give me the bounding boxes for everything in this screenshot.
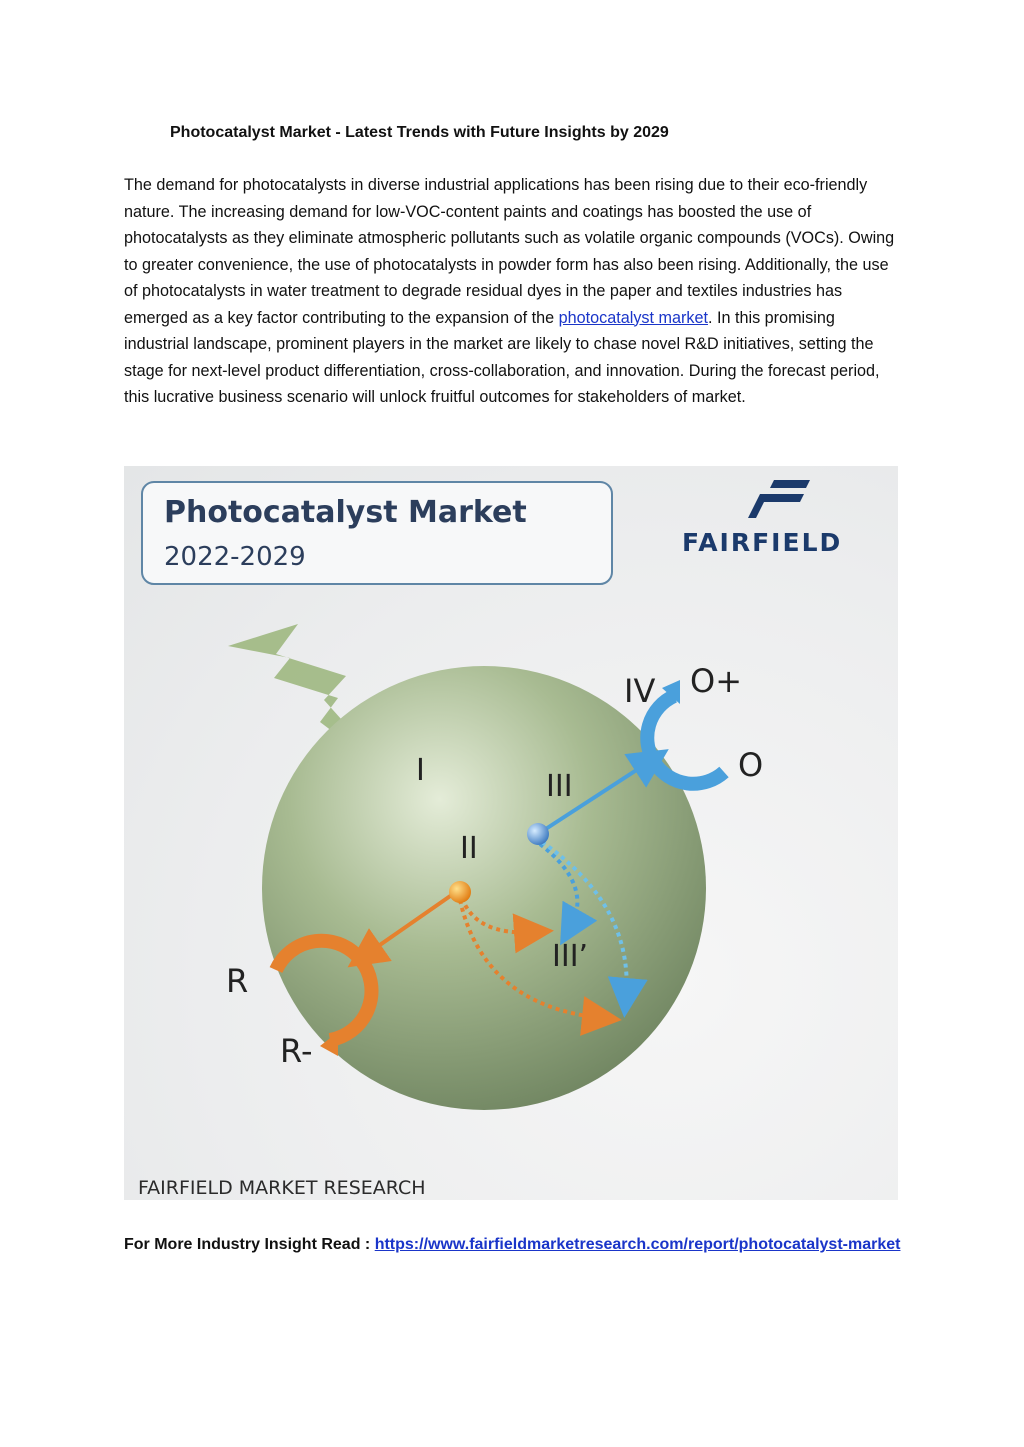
label-ii: II [460, 831, 478, 866]
label-i: I [416, 753, 425, 788]
infographic-years: 2022-2029 [164, 542, 306, 572]
paragraph-text-start: The demand for photocatalysts in diverse industrial applications has been rising due to their eco-friendly nature. The increasing demand for low-VOC-content paints and coatings has boosted the use of photocatalysts as they eliminate atmospheric pollutants such as volatile organic compounds (VOCs). Owing to greater convenience, the use of photocatalysts in powder form has also been rising. Additionally, the use of photocatalysts in water treatment to degrade residual dyes in the paper and textiles industries has emerged as a key factor contributing to the expansion of the [124, 176, 895, 327]
infographic-image [124, 466, 898, 1200]
hole-dot [449, 881, 471, 903]
fairfield-logo-icon [748, 480, 810, 518]
infographic-title: Photocatalyst Market [164, 495, 527, 530]
fairfield-logo-text: FAIRFIELD [682, 528, 843, 557]
label-o: O [738, 746, 764, 784]
label-o-plus: O+ [690, 662, 742, 700]
label-r: R [226, 962, 249, 1000]
body-paragraph [124, 172, 902, 411]
photocatalyst-market-link[interactable]: photocatalyst market [558, 308, 708, 327]
oxidation-cycle-icon [647, 696, 724, 784]
electron-dot [527, 823, 549, 845]
more-insight-label: For More Industry Insight Read : [124, 1236, 375, 1253]
more-insight [124, 1232, 904, 1258]
report-link[interactable]: https://www.fairfieldmarketresearch.com/report/photocatalyst-market [374, 1236, 901, 1253]
label-iii: III [546, 769, 573, 804]
paragraph-text-end: . In this promising industrial landscape, prominent players in the market are likely to chase novel R&D initiatives, setting the stage for next-level product differentiation, cross-collaboration, and innovation. During the forecast period, this lucrative business scenario will unlock fruitful outcomes for stakeholders of market. [124, 308, 880, 406]
infographic-footer: FAIRFIELD MARKET RESEARCH [138, 1177, 426, 1199]
page-title: Photocatalyst Market - Latest Trends with Future Insights by 2029 [170, 124, 669, 141]
label-iii-prime: III’ [552, 939, 589, 974]
label-iv: IV [624, 672, 656, 710]
label-r-minus: R- [280, 1032, 313, 1070]
